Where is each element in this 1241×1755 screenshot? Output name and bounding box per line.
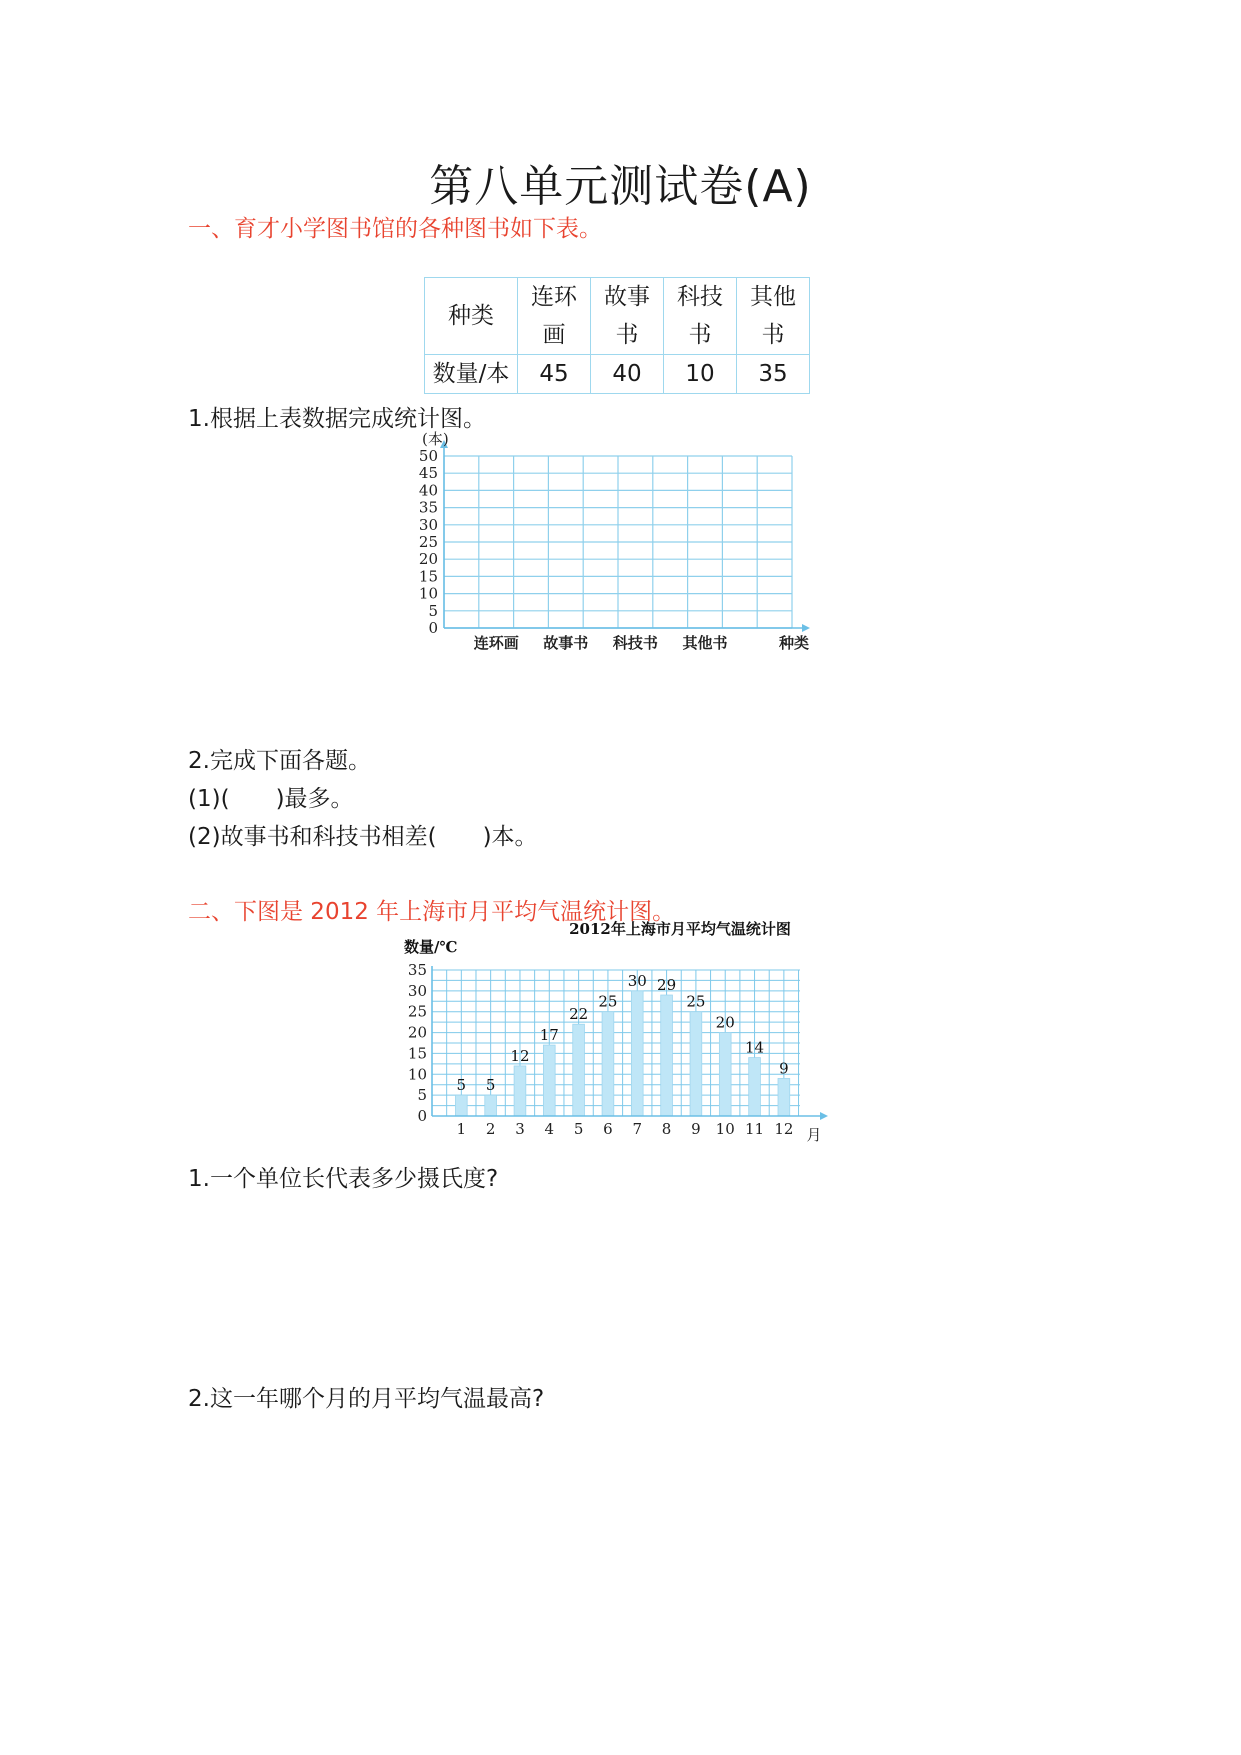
x-tick-label: 2 bbox=[485, 1120, 496, 1138]
y-axis-label: (本) bbox=[422, 430, 449, 448]
x-axis-arrow bbox=[802, 624, 810, 632]
bar bbox=[749, 1058, 761, 1116]
x-tick-label: 7 bbox=[632, 1120, 643, 1138]
temperature-chart bbox=[400, 918, 840, 1150]
category-label: 其他书 bbox=[750, 284, 796, 348]
y-axis-label: 数量/℃ bbox=[404, 938, 458, 956]
x-tick-label: 连环画 bbox=[473, 634, 519, 652]
y-tick-label: 25 bbox=[407, 1002, 427, 1021]
data-label: 25 bbox=[686, 992, 706, 1011]
bar bbox=[485, 1095, 497, 1116]
page-title: 第八单元测试卷(A) bbox=[429, 161, 812, 212]
data-label: 5 bbox=[485, 1076, 496, 1095]
x-axis-label: 月 bbox=[806, 1126, 822, 1144]
y-tick-label: 35 bbox=[407, 961, 427, 979]
question-text: )本。 bbox=[482, 824, 538, 850]
x-tick-label: 3 bbox=[515, 1120, 525, 1138]
books-chart-plot bbox=[419, 430, 810, 652]
question-1-2-2 bbox=[188, 818, 538, 851]
section-1-heading: 一、育才小学图书馆的各种图书如下表。 bbox=[188, 216, 602, 242]
y-tick-label: 0 bbox=[428, 619, 438, 637]
chart-title: 2012年上海市月平均气温统计图 bbox=[569, 920, 791, 938]
question-text: )最多。 bbox=[275, 786, 354, 812]
question-1-1: 1.根据上表数据完成统计图。 bbox=[188, 406, 486, 432]
x-tick-label: 10 bbox=[715, 1120, 735, 1138]
y-tick-label: 20 bbox=[418, 550, 438, 569]
y-tick-label: 40 bbox=[418, 481, 438, 500]
y-tick-label: 25 bbox=[418, 533, 438, 551]
x-axis-arrow bbox=[820, 1112, 828, 1120]
temperature-chart-plot bbox=[404, 920, 828, 1144]
data-label: 20 bbox=[715, 1013, 735, 1032]
bar bbox=[778, 1078, 790, 1116]
books-chart bbox=[410, 428, 830, 668]
question-text: (1)( bbox=[188, 786, 230, 812]
table-category bbox=[664, 278, 737, 355]
table-header-label: 种类 bbox=[425, 278, 518, 355]
x-tick-label: 8 bbox=[661, 1120, 672, 1138]
category-label: 连环画 bbox=[531, 284, 577, 348]
table-value: 35 bbox=[737, 355, 810, 394]
data-label: 5 bbox=[456, 1076, 467, 1095]
x-tick-label: 故事书 bbox=[543, 634, 589, 652]
x-tick-label: 5 bbox=[573, 1120, 584, 1138]
table-row-label: 数量/本 bbox=[425, 355, 518, 394]
data-label: 17 bbox=[539, 1026, 559, 1045]
data-label: 14 bbox=[745, 1038, 765, 1057]
y-tick-label: 50 bbox=[418, 447, 438, 465]
question-1-2: 2.完成下面各题。 bbox=[188, 748, 371, 774]
category-label: 科技书 bbox=[677, 284, 723, 348]
y-tick-label: 30 bbox=[407, 981, 427, 1000]
x-tick-label: 其他书 bbox=[682, 634, 728, 652]
question-2-1: 1.一个单位长代表多少摄氏度? bbox=[188, 1166, 499, 1192]
y-tick-label: 15 bbox=[407, 1044, 427, 1063]
table-value: 45 bbox=[518, 355, 591, 394]
x-tick-label: 4 bbox=[544, 1120, 555, 1138]
bar bbox=[543, 1045, 555, 1116]
x-tick-label: 科技书 bbox=[612, 634, 658, 652]
table-value: 40 bbox=[591, 355, 664, 394]
table-value: 10 bbox=[664, 355, 737, 394]
question-2-2: 2.这一年哪个月的月平均气温最高? bbox=[188, 1386, 545, 1412]
bar bbox=[719, 1033, 731, 1116]
bar bbox=[661, 995, 673, 1116]
question-1-2-1 bbox=[188, 780, 354, 813]
table-category bbox=[737, 278, 810, 355]
y-tick-label: 0 bbox=[417, 1107, 427, 1125]
y-tick-label: 10 bbox=[407, 1065, 427, 1084]
bar bbox=[514, 1066, 526, 1116]
data-label: 12 bbox=[510, 1046, 530, 1065]
books-table bbox=[424, 277, 810, 394]
data-label: 30 bbox=[627, 971, 647, 990]
data-label: 9 bbox=[779, 1059, 789, 1078]
y-tick-label: 10 bbox=[418, 584, 438, 603]
bar bbox=[455, 1095, 467, 1116]
data-label: 22 bbox=[569, 1005, 589, 1024]
x-tick-label: 12 bbox=[774, 1120, 794, 1138]
table-category bbox=[591, 278, 664, 355]
y-tick-label: 20 bbox=[407, 1023, 427, 1042]
x-axis-label: 种类 bbox=[778, 634, 810, 652]
bar bbox=[602, 1012, 614, 1116]
bar bbox=[631, 991, 643, 1116]
question-text: (2)故事书和科技书相差( bbox=[188, 824, 437, 850]
data-label: 25 bbox=[598, 992, 618, 1011]
y-tick-label: 45 bbox=[418, 464, 438, 483]
y-tick-label: 30 bbox=[418, 515, 438, 534]
x-tick-label: 9 bbox=[691, 1120, 701, 1138]
x-tick-label: 11 bbox=[745, 1120, 765, 1138]
y-tick-label: 35 bbox=[418, 498, 438, 517]
x-tick-label: 6 bbox=[603, 1120, 613, 1138]
section-2-heading: 二、下图是 2012 年上海市月平均气温统计图。 bbox=[188, 899, 676, 925]
x-tick-label: 1 bbox=[456, 1120, 467, 1138]
bar bbox=[690, 1012, 702, 1116]
bar bbox=[573, 1024, 585, 1116]
y-tick-label: 5 bbox=[428, 601, 438, 620]
table-category bbox=[518, 278, 591, 355]
y-tick-label: 5 bbox=[417, 1086, 427, 1105]
data-label: 29 bbox=[657, 976, 677, 995]
y-tick-label: 15 bbox=[418, 567, 438, 586]
category-label: 故事书 bbox=[604, 284, 650, 348]
